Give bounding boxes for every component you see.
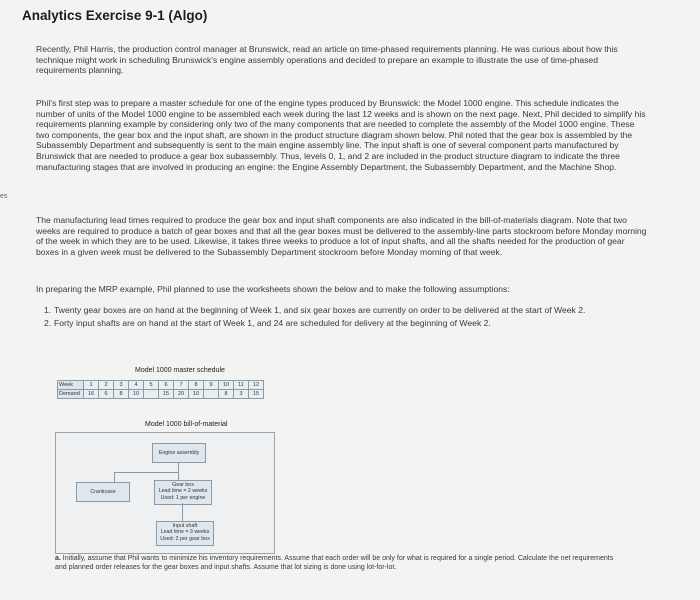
list-item: 2. Forty input shafts are on hand at the start of Week 1, and 24 are scheduled for delivery at the beginning of Week 2. bbox=[44, 317, 491, 328]
demand-cell: 10 bbox=[129, 390, 144, 399]
input-shaft-box: Input shaft Lead time = 3 weeks Used: 2 per gear box bbox=[156, 521, 214, 546]
assumptions-list bbox=[44, 305, 648, 330]
demand-cell bbox=[204, 390, 219, 399]
question-a: a. Initially, assume that Phil wants to minimize his inventory requirements. Assume that each order will be only for what is required for a single period. Calculate the net requirements and planned order releases for the gear boxes and input shafts. Assume that lot sizing is done using lot-for-lot. bbox=[55, 555, 614, 571]
demand-row-label: Demand bbox=[58, 390, 84, 399]
demand-cell bbox=[144, 390, 159, 399]
demand-cell: 8 bbox=[114, 390, 129, 399]
crankcase-box: Crankcase bbox=[76, 482, 130, 502]
connector-line bbox=[114, 472, 179, 473]
demand-cell: 16 bbox=[84, 390, 99, 399]
demand-cell: 15 bbox=[249, 390, 264, 399]
demand-cell: 6 bbox=[99, 390, 114, 399]
demand-cell: 20 bbox=[174, 390, 189, 399]
schedule-title: Model 1000 master schedule bbox=[135, 367, 225, 374]
demand-cell: 8 bbox=[219, 390, 234, 399]
week-cell: 4 bbox=[129, 381, 144, 390]
week-cell: 8 bbox=[189, 381, 204, 390]
list-item: 1. Twenty gear boxes are on hand at the beginning of Week 1, and six gear boxes are currently on order to be delivered at the start of Week 2. bbox=[44, 305, 586, 315]
bom-figure bbox=[55, 365, 295, 560]
master-schedule-table bbox=[57, 380, 264, 399]
gear-box-box: Gear box Lead time = 2 weeks Used: 1 per engine bbox=[154, 480, 212, 505]
week-cell: 11 bbox=[234, 381, 249, 390]
week-cell: 2 bbox=[99, 381, 114, 390]
week-cell: 7 bbox=[174, 381, 189, 390]
week-cell: 3 bbox=[114, 381, 129, 390]
connector-line bbox=[178, 462, 179, 472]
table-row bbox=[58, 381, 264, 390]
demand-cell: 10 bbox=[189, 390, 204, 399]
side-mark: es bbox=[0, 193, 8, 200]
week-cell: 12 bbox=[249, 381, 264, 390]
paragraph-lead-times: The manufacturing lead times required to produce the gear box and input shaft components are also indicated in the bill-of-materials diagram. Note that two weeks are required to produce a batch of gear boxes and that all the gear boxes must be delivered to the assembly-line parts stockroom before Monday morning of the week in which they are to be used. Likewise, it takes three weeks to produce a lot of input shafts, and all the shafts needed for the production of gear boxes in a given week must be delivered to the Subassembly Department stockroom before Monday morning of that week. bbox=[36, 215, 647, 257]
paragraph-intro: Recently, Phil Harris, the production control manager at Brunswick, read an article on time-phased requirements planning. He was curious about how this technique might work in scheduling Brunswick's engine assembly operations and decided to prepare an example to illustrate the use of time-phased requirements planning. bbox=[36, 44, 618, 76]
connector-line bbox=[114, 472, 115, 482]
demand-cell: 3 bbox=[234, 390, 249, 399]
week-cell: 5 bbox=[144, 381, 159, 390]
paragraph-assumptions-intro: In preparing the MRP example, Phil planned to use the worksheets shown the below and to make the following assumptions: bbox=[36, 284, 510, 294]
paragraph-master-schedule: Phil's first step was to prepare a master schedule for one of the engine types produced by Brunswick: the Model 1000 engine. This schedule indicates the number of units of the Model 1000 engine to be assembled each week during the last 12 weeks and is shown on the next page. Next, Phil decided to simplify his requirements planning example by considering only two of the many components that are needed to complete the assembly of the Model 1000 engine. These two components, the gear box and the input shaft, are shown in the product structure diagram shown below. Phil noted that the gear box is assembled by the Subassembly Department and subsequently is sent to the main engine assembly line. The input shaft is one of several component parts manufactured by Brunswick that are needed to produce a gear box subassembly. Thus, levels 0, 1, and 2 are included in the product structure diagram to indicate the three manufacturing stages that are involved in producing an engine: the Engine Assembly Department, the Subassembly Department, and the Machine Shop. bbox=[36, 98, 646, 172]
page-title: Analytics Exercise 9-1 (Algo) bbox=[22, 8, 208, 23]
bom-title: Model 1000 bill-of-material bbox=[145, 421, 228, 428]
week-row-label: Week bbox=[58, 381, 84, 390]
week-cell: 1 bbox=[84, 381, 99, 390]
connector-line bbox=[182, 503, 183, 521]
engine-assembly-box: Engine assembly bbox=[152, 443, 206, 463]
bom-diagram bbox=[55, 432, 275, 554]
week-cell: 6 bbox=[159, 381, 174, 390]
week-cell: 9 bbox=[204, 381, 219, 390]
table-row bbox=[58, 390, 264, 399]
connector-line bbox=[178, 472, 179, 480]
week-cell: 10 bbox=[219, 381, 234, 390]
demand-cell: 15 bbox=[159, 390, 174, 399]
